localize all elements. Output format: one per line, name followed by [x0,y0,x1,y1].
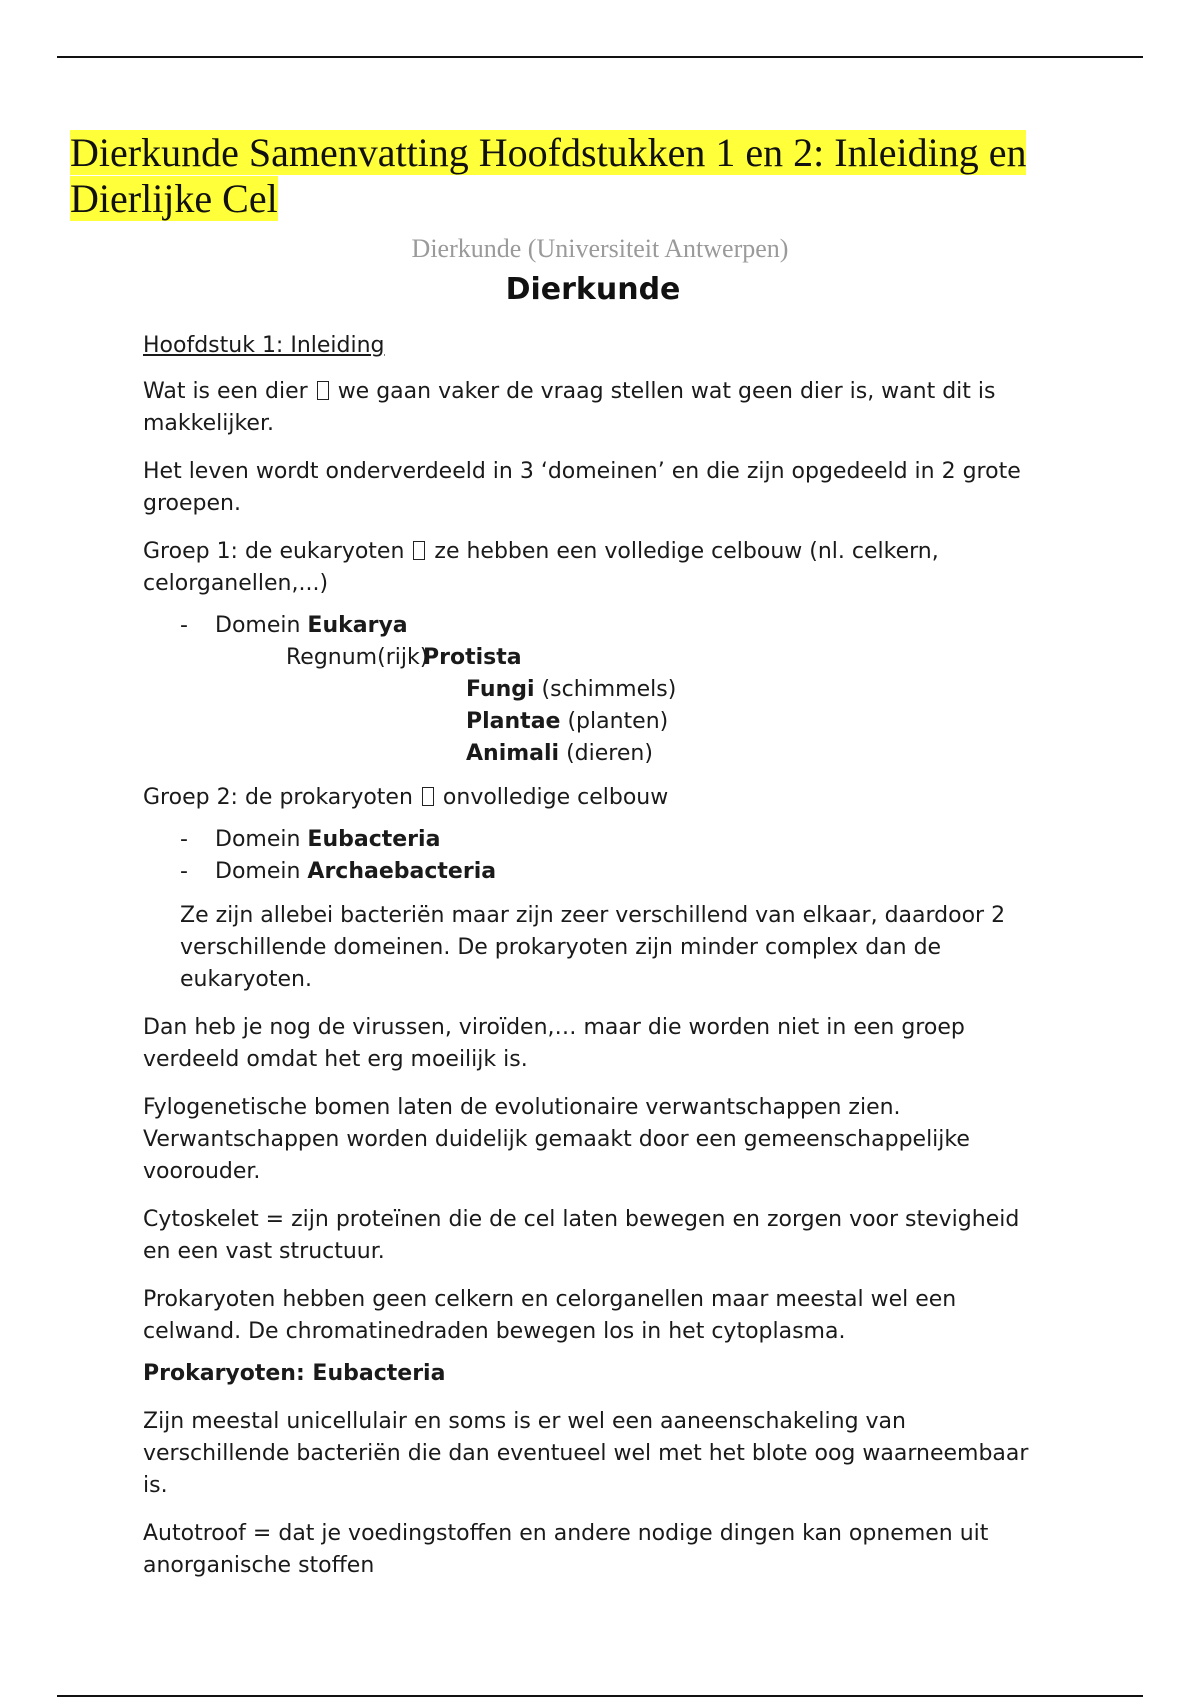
paragraph-prokaryoten: Prokaryoten hebben geen celkern en celorganellen maar meestal wel een celwand. De chromatinedraden bewegen los in het cytoplasma. [143,1287,957,1344]
bottom-rule [57,1695,1143,1697]
paragraph-cytoskelet: Cytoskelet = zijn proteïnen die de cel laten bewegen en zorgen voor stevigheid en een vast structuur. [143,1207,1020,1264]
missing-glyph-icon [413,541,425,560]
subheading-eubacteria: Prokaryoten: Eubacteria [143,1361,446,1386]
document-title: Dierkunde Samenvatting Hoofdstukken 1 en 2: Inleiding en Dierlijke Cel [70,130,1027,221]
kingdom-name: Animali [466,741,560,766]
paragraph-groep-2: Groep 2: de prokaryoten onvolledige celbouw [143,785,669,810]
paragraph-groep-1: Groep 1: de eukaryoten ze hebben een volledige celbouw (nl. celkern, celorganellen,...) [143,539,939,596]
prokarya-list [143,824,1043,888]
chapter-heading: Hoofdstuk 1: Inleiding [143,333,385,358]
list-bullet: - [180,827,188,852]
domain-label: Domein [215,827,301,852]
domain-label: Domein [215,859,301,884]
kingdom-note: (schimmels) [541,677,677,702]
document-body [143,268,1043,1598]
list-item [143,642,1043,674]
kingdom-note: (dieren) [566,741,653,766]
paragraph-autotroof: Autotroof = dat je voedingstoffen en andere nodige dingen kan opnemen uit anorganische stoffen [143,1521,989,1578]
page-heading: Dierkunde [505,272,681,307]
domain-name: Archaebacteria [307,859,497,884]
list-bullet: - [180,859,188,884]
kingdom-name: Fungi [466,677,535,702]
list-item [143,610,1043,642]
missing-glyph-icon [317,381,329,400]
paragraph-bacterien: Ze zijn allebei bacteriën maar zijn zeer verschillend van elkaar, daardoor 2 verschillende domeinen. De prokaryoten zijn minder complex dan de eukaryoten. [180,903,1006,992]
document-source: Dierkunde (Universiteit Antwerpen) [411,234,789,263]
missing-glyph-icon [422,787,434,806]
list-item [143,856,1043,888]
list-bullet: - [180,613,188,638]
kingdom-note: (planten) [567,709,669,734]
paragraph-virussen: Dan heb je nog de virussen, viroïden,… maar die worden niet in een groep verdeeld omdat het erg moeilijk is. [143,1015,965,1072]
paragraph-domeinen: Het leven wordt onderverdeeld in 3 ‘domeinen’ en die zijn opgedeeld in 2 grote groepen. [143,459,1021,516]
list-item [143,738,1043,770]
list-item [143,706,1043,738]
top-rule [57,56,1143,58]
paragraph-wat-is-een-dier: Wat is een dier we gaan vaker de vraag stellen wat geen dier is, want dit is makkelijker. [143,379,996,436]
eukarya-list [143,610,1043,770]
domain-name: Eukarya [307,613,408,638]
list-item [143,674,1043,706]
kingdom-name: Plantae [466,709,561,734]
domain-name: Eubacteria [307,827,441,852]
kingdom-name: Protista [423,645,522,670]
paragraph-unicellulair: Zijn meestal unicellulair en soms is er wel een aaneenschakeling van verschillende bacteriën die dan eventueel wel met het blote oog waarneembaar is. [143,1409,1029,1498]
paragraph-fylogenetische-bomen: Fylogenetische bomen laten de evolutionaire verwantschappen zien. Verwantschappen worden duidelijk gemaakt door een gemeenschappelijke voorouder. [143,1095,970,1184]
domain-label: Domein [215,613,301,638]
list-item [143,824,1043,856]
regnum-label: Regnum(rijk) [286,645,429,670]
